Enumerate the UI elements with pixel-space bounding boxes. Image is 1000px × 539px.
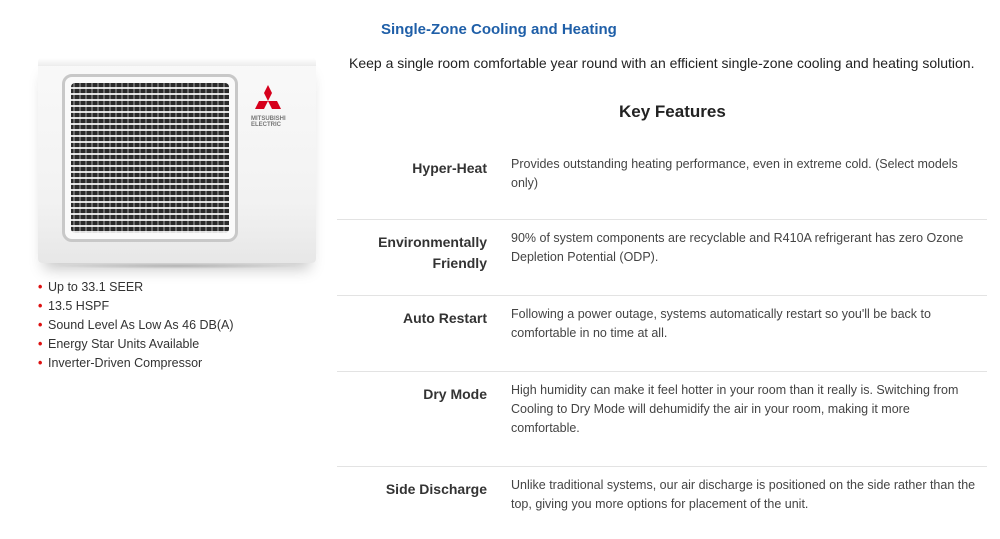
feature-name: Side Discharge bbox=[385, 481, 487, 497]
feature-name: Environmentally Friendly bbox=[378, 234, 487, 271]
feature-description: High humidity can make it feel hotter in your room than it really is. Switching from Cooling to Dry Mode will dehumidify the air in your room, making it more comfortable. bbox=[511, 383, 959, 435]
spec-item: • Inverter-Driven Compressor bbox=[38, 354, 234, 373]
bullet-icon: • bbox=[38, 356, 43, 370]
spec-list bbox=[38, 278, 234, 373]
unit-shadow bbox=[52, 263, 302, 269]
feature-row-dry-mode bbox=[337, 372, 987, 467]
feature-description: Provides outstanding heating performance, even in extreme cold. (Select models only) bbox=[511, 157, 958, 190]
feature-row-hyper-heat bbox=[337, 146, 987, 220]
outdoor-unit-image bbox=[38, 58, 316, 263]
fan-grille bbox=[62, 74, 238, 242]
feature-row-environmentally-friendly bbox=[337, 220, 987, 296]
mitsubishi-logo-icon bbox=[248, 84, 288, 118]
bullet-icon: • bbox=[38, 299, 43, 313]
feature-name: Auto Restart bbox=[402, 310, 487, 326]
feature-row-side-discharge bbox=[337, 467, 987, 539]
feature-description: Unlike traditional systems, our air discharge is positioned on the side rather than the top, giving you more options for placement of the unit. bbox=[511, 478, 976, 511]
feature-row-auto-restart bbox=[337, 296, 987, 372]
spec-item: • Energy Star Units Available bbox=[38, 335, 234, 354]
page-subtitle: Keep a single room comfortable year round with an efficient single-zone cooling and heating solution. bbox=[349, 55, 975, 71]
features-table bbox=[337, 146, 987, 539]
feature-description: Following a power outage, systems automatically restart so you'll be back to comfortable in no time at all. bbox=[511, 307, 931, 340]
feature-name: Hyper-Heat bbox=[412, 160, 487, 176]
unit-top-panel bbox=[38, 58, 316, 66]
spec-item: • Sound Level As Low As 46 DB(A) bbox=[38, 316, 234, 335]
grille-mesh bbox=[71, 83, 229, 233]
spec-item: • 13.5 HSPF bbox=[38, 297, 234, 316]
brand-text: MITSUBISHI ELECTRIC bbox=[251, 116, 286, 128]
key-features-heading: Key Features bbox=[619, 102, 726, 121]
bullet-icon: • bbox=[38, 337, 43, 351]
page-title: Single-Zone Cooling and Heating bbox=[381, 21, 617, 38]
feature-description: 90% of system components are recyclable and R410A refrigerant has zero Ozone Depletion Potential (ODP). bbox=[511, 231, 964, 264]
bullet-icon: • bbox=[38, 280, 43, 294]
spec-item: • Up to 33.1 SEER bbox=[38, 278, 234, 297]
feature-name: Dry Mode bbox=[423, 386, 487, 402]
bullet-icon: • bbox=[38, 318, 43, 332]
